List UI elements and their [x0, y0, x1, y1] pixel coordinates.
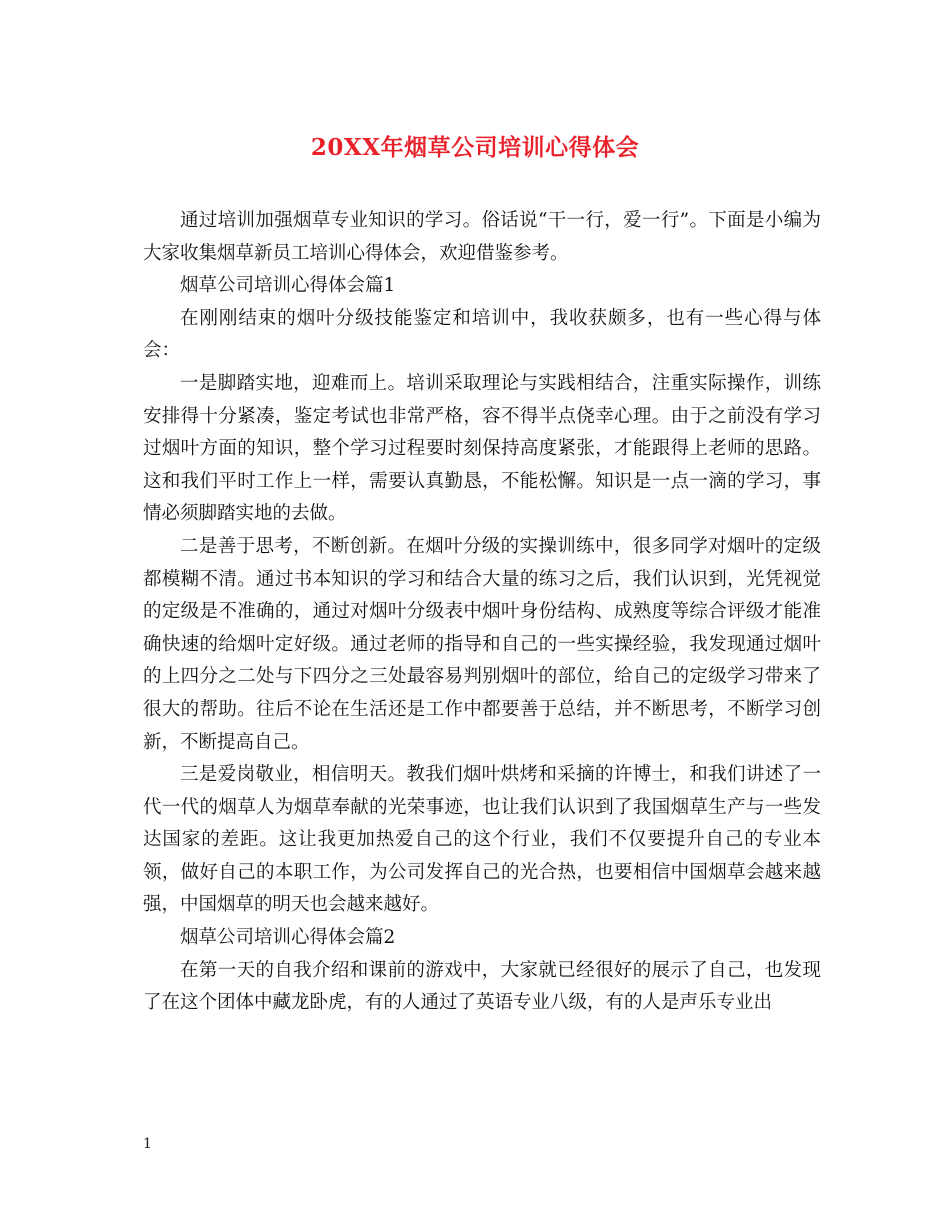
paragraph-intro: 通过培训加强烟草专业知识的学习。俗话说“干一行，爱一行”。下面是小编为大家收集烟草新员工培训心得体会，欢迎借鉴参考。	[143, 210, 821, 264]
paragraph-1: 在刚刚结束的烟叶分级技能鉴定和培训中，我收获颇多，也有一些心得与体会：	[143, 307, 821, 362]
paragraph-5: 在第一天的自我介绍和课前的游戏中，大家就已经很好的展示了自己，也发现了在这个团体中藏龙卧虎，有的人通过了英语专业八级，有的人是声乐专业出	[143, 959, 821, 1014]
paragraph-3: 二是善于思考，不断创新。在烟叶分级的实操训练中，很多同学对烟叶的定级都模糊不清。通过书本知识的学习和结合大量的练习之后，我们认识到，光凭视觉的定级是不准确的，通过对烟叶分级表中烟叶身份结构、成熟度等综合评级才能准确快速的给烟叶定好级。通过老师的指导和自己的一些实操经验，我发现通过烟叶的上四分之二处与下四分之三处最容易判别烟叶的部位，给自己的定级学习带来了很大的帮助。往后不论在生活还是工作中都要善于总结，并不断思考，不断学习创新，不断提高自己。	[143, 535, 821, 753]
section-heading-2: 烟草公司培训心得体会篇2	[180, 927, 396, 949]
document-body	[143, 205, 821, 1020]
section-heading-1: 烟草公司培训心得体会篇1	[180, 275, 396, 297]
paragraph-2: 一是脚踏实地，迎难而上。培训采取理论与实践相结合，注重实际操作，训练安排得十分紧凑，鉴定考试也非常严格，容不得半点侥幸心理。由于之前没有学习过烟叶方面的知识，整个学习过程要时刻保持高度紧张，才能跟得上老师的思路。这和我们平时工作上一样，需要认真勤恳，不能松懈。知识是一点一滴的学习，事情必须脚踏实地的去做。	[143, 372, 821, 525]
paragraph-4: 三是爱岗敬业，相信明天。教我们烟叶烘烤和采摘的许博士，和我们讲述了一代一代的烟草人为烟草奉献的光荣事迹，也让我们认识到了我国烟草生产与一些发达国家的差距。这让我更加热爱自己的这个行业，我们不仅要提升自己的专业本领，做好自己的本职工作，为公司发挥自己的光合热，也要相信中国烟草会越来越强，中国烟草的明天也会越来越好。	[143, 764, 821, 916]
page-number: 1	[143, 1136, 152, 1152]
document-title: 20XX年烟草公司培训心得体会	[310, 134, 640, 161]
